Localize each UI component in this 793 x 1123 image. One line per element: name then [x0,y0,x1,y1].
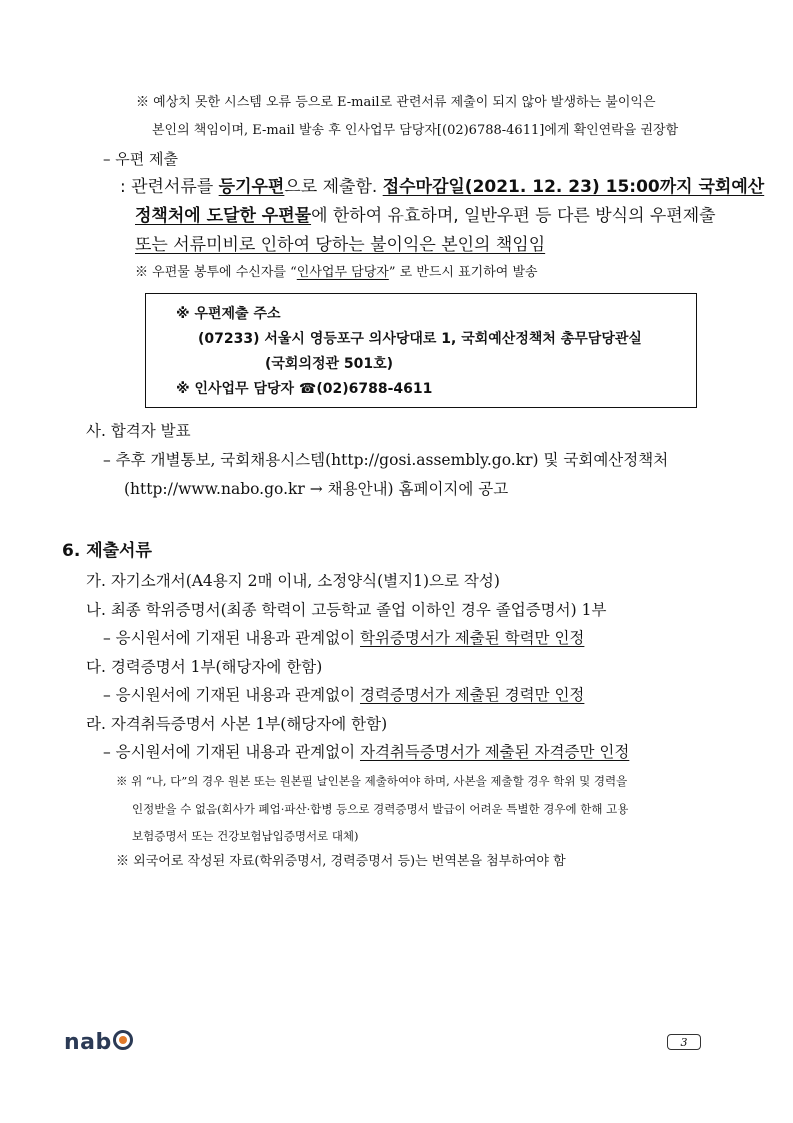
mail-p1-prefix: : 관련서류를 [120,177,219,197]
doc-item-da-sub [103,684,584,706]
mail-paragraph-line3: 또는 서류미비로 인하여 당하는 불이익은 본인의 책임임 [135,235,546,255]
email-note-line2: 본인의 책임이며, E-mail 발송 후 인사업무 담당자[(02)6788-4611]에게 확인연락을 권장함 [152,123,679,138]
doc-item-ra: 라. 자격취득증명서 사본 1부(해당자에 한함) [86,715,388,733]
doc-item-na: 나. 최종 학위증명서(최종 학력이 고등학교 졸업 이하인 경우 졸업증명서) 1부 [86,601,607,619]
na-sub-prefix: – 응시원서에 기재된 내용과 관계없이 [103,629,360,647]
ra-sub-emphasis: 자격취득증명서가 제출된 자격증만 인정 [359,743,630,761]
address-box-room: (국회의정관 501호) [265,356,394,372]
result-line2: (http://www.nabo.go.kr → 채용안내) 홈페이지에 공고 [124,480,509,498]
doc-item-ra-sub [103,741,629,763]
doc-note1-line3: 보험증명서 또는 건강보험납입증명서로 대체) [132,829,359,843]
mail-envelope-note [135,262,538,284]
da-sub-prefix: – 응시원서에 기재된 내용과 관계없이 [103,686,360,704]
doc-note2: ※ 외국어로 작성된 자료(학위증명서, 경력증명서 등)는 번역본을 첨부하여야 함 [116,854,566,869]
result-line1: – 추후 개별통보, 국회채용시스템(http://gosi.assembly.go.kr) 및 국회예산정책처 [103,451,669,469]
nabo-logo [64,1030,133,1055]
logo-text: nab [64,1030,112,1055]
doc-item-ga: 가. 자기소개서(A4용지 2매 이내, 소정양식(별지1)으로 작성) [86,572,500,590]
deadline-emphasis: 접수마감일(2021. 12. 23) 15:00까지 국회예산 [382,177,765,197]
address-box-contact: ※ 인사업무 담당자 ☎(02)6788-4611 [176,381,433,397]
deadline-emphasis-cont: 정책처에 도달한 우편물 [135,206,312,226]
mail-p2-rest: 에 한하여 유효하며, 일반우편 등 다른 방식의 우편제출 [311,206,716,226]
doc-item-na-sub [103,627,584,649]
email-note-line1: ※ 예상치 못한 시스템 오류 등으로 E-mail로 관련서류 제출이 되지 않아 발생하는 불이익은 [136,95,656,110]
envelope-note-prefix: ※ 우편물 봉투에 수신자를 “ [135,265,297,280]
envelope-note-target: 인사업무 담당자 [296,265,389,280]
address-box-title: ※ 우편제출 주소 [176,306,281,322]
doc-note1-line1: ※ 위 “나, 다”의 경우 원본 또는 원본필 날인본을 제출하여야 하며, 사본을 제출할 경우 학위 및 경력을 [116,774,628,788]
na-sub-emphasis: 학위증명서가 제출된 학력만 인정 [359,629,585,647]
mail-paragraph-line1 [120,176,764,198]
envelope-note-suffix: ” 로 반드시 표기하여 발송 [388,265,538,280]
mail-paragraph-line2 [135,205,716,227]
registered-mail-emphasis: 등기우편 [218,177,285,197]
section-heading-documents: 6. 제출서류 [62,541,152,561]
result-heading: 사. 합격자 발표 [86,422,191,440]
mail-p1-mid: 으로 제출함. [284,177,383,197]
doc-note1-line2: 인정받을 수 없음(회사가 폐업·파산·합병 등으로 경력증명서 발급이 어려운 특별한 경우에 한해 고용 [132,802,629,816]
ra-sub-prefix: – 응시원서에 기재된 내용과 관계없이 [103,743,360,761]
da-sub-emphasis: 경력증명서가 제출된 경력만 인정 [359,686,585,704]
mail-heading: – 우편 제출 [103,150,178,168]
logo-o-icon [113,1030,133,1050]
page-number: 3 [667,1034,701,1050]
doc-item-da: 다. 경력증명서 1부(해당자에 한함) [86,658,323,676]
address-box-address: (07233) 서울시 영등포구 의사당대로 1, 국회예산정책처 총무담당관실 [198,331,642,347]
